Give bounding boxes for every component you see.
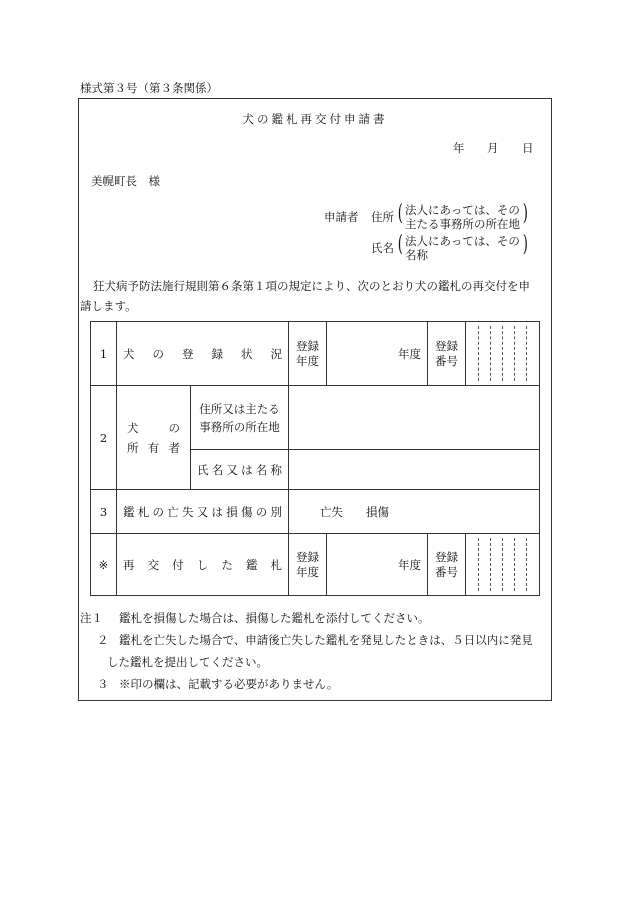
reg-year-line2: 年度 (296, 353, 319, 368)
row2-number: 2 (91, 386, 117, 490)
reg-no-label (428, 322, 466, 386)
name-note-line2: 名称 (405, 248, 428, 262)
char: は (241, 462, 253, 477)
digit-divider (526, 538, 527, 591)
name-label: 氏名 (371, 241, 394, 255)
char: 札 (270, 557, 282, 572)
char: 別 (270, 504, 282, 519)
char: 名 (255, 462, 268, 477)
char: 況 (270, 346, 282, 361)
row3-label (117, 490, 289, 534)
note-3-number: ３ (97, 677, 109, 691)
nendo-suffix: 年度 (398, 557, 421, 572)
registration-table (90, 321, 540, 596)
close-paren-name: ) (522, 232, 528, 257)
reg-year-label (289, 322, 327, 386)
char: の (255, 504, 268, 519)
char: の (152, 504, 164, 519)
digit-divider (478, 538, 479, 591)
address-note-line1: 法人にあっては、その (405, 203, 520, 217)
page-title: 犬の鑑札再交付申請書 (242, 112, 388, 126)
digit-divider (514, 538, 515, 591)
char: 氏 (197, 462, 209, 477)
reissue-no-line1: 登録 (435, 549, 458, 564)
row3-number: 3 (91, 490, 117, 534)
note-2-text-cont: した鑑札を提出してください。 (107, 655, 268, 669)
char: 又 (196, 504, 209, 519)
date-year: 年 (453, 141, 465, 155)
digit-divider (478, 326, 479, 381)
note-1-text: 鑑札を損傷した場合は、損傷した鑑札を添付してください。 (119, 611, 430, 625)
open-paren-address: ( (397, 201, 403, 226)
row4-label (117, 534, 289, 596)
digit-divider (526, 326, 527, 381)
reissue-year-input[interactable] (327, 534, 428, 596)
reissue-no-label (428, 534, 466, 596)
char: 称 (270, 462, 282, 477)
digit-divider (502, 538, 503, 591)
name-note-line1: 法人にあっては、その (405, 234, 520, 248)
digit-divider (490, 538, 491, 591)
reg-no-input[interactable] (466, 322, 540, 386)
name-note (405, 234, 520, 262)
char: 犬 (123, 346, 135, 361)
date-month: 月 (487, 141, 499, 155)
char: 有 (147, 440, 160, 455)
reissue-year-label (289, 534, 327, 596)
char: の (152, 346, 164, 361)
char: 付 (172, 557, 184, 572)
owner-name-input[interactable] (289, 450, 540, 490)
char: 犬 (127, 420, 139, 435)
char: 交 (147, 557, 160, 572)
note-3-text: ※印の欄は、記載する必要がありません。 (119, 677, 339, 691)
digit-divider (502, 326, 503, 381)
owner-address-line1: 住所又は主たる (199, 401, 280, 416)
reg-year-line1: 登録 (296, 338, 319, 353)
close-paren-address: ) (522, 201, 528, 226)
char: 録 (211, 346, 223, 361)
char: 名 (211, 462, 224, 477)
owner-address-input[interactable] (289, 386, 540, 450)
loss-damage-choice[interactable] (289, 490, 540, 534)
loss-option[interactable]: 亡失 (320, 505, 343, 519)
address-label: 住所 (371, 210, 394, 224)
date-day: 日 (522, 141, 534, 155)
char: し (196, 557, 209, 572)
char: 失 (182, 504, 194, 519)
table-row-loss-damage (91, 490, 540, 534)
char: 札 (137, 504, 150, 519)
table-row-owner-address (91, 386, 540, 450)
char: は (211, 504, 223, 519)
nendo-suffix: 年度 (398, 346, 421, 361)
body-text-line2: 請します。 (80, 299, 137, 313)
note-1-number: 注１ (80, 611, 103, 625)
reissue-no-input[interactable] (466, 534, 540, 596)
digit-divider (514, 326, 515, 381)
note-2-text: 鑑札を亡失した場合で、申請後亡失した鑑札を発見したときは、５日以内に発見 (119, 633, 533, 647)
char: の (168, 420, 180, 435)
char: 亡 (167, 504, 179, 519)
row1-label (117, 322, 289, 386)
owner-name-label (191, 450, 289, 490)
row4-mark: ※ (91, 534, 117, 596)
reg-year-input[interactable] (327, 322, 428, 386)
row1-number: 1 (91, 322, 117, 386)
applicant-label: 申請者 (324, 210, 359, 224)
addressee: 美幌町長 様 (91, 174, 160, 188)
reg-no-line2: 番号 (435, 353, 458, 368)
char: 者 (168, 440, 180, 455)
table-row-registration (91, 322, 540, 386)
char: 又 (226, 462, 238, 477)
char: 登 (182, 346, 194, 361)
damage-option[interactable]: 損傷 (366, 505, 389, 519)
char: 状 (241, 346, 253, 361)
digit-divider (490, 326, 491, 381)
table-row-reissued (91, 534, 540, 596)
reissue-year-line2: 年度 (296, 564, 319, 579)
char: た (221, 557, 233, 572)
form-label: 様式第３号（第３条関係） (80, 81, 218, 95)
note-2-number: ２ (97, 633, 109, 647)
char: 鑑 (245, 557, 258, 572)
reg-no-line1: 登録 (435, 338, 458, 353)
open-paren-name: ( (397, 232, 403, 257)
owner-address-line2: 事務所の所在地 (199, 419, 280, 434)
owner-label (117, 386, 191, 490)
address-note-line2: 主たる事務所の所在地 (405, 217, 520, 231)
owner-address-label (191, 386, 289, 450)
address-note (405, 203, 520, 231)
char: 損 (226, 504, 238, 519)
reissue-no-line2: 番号 (435, 564, 458, 579)
char: 鑑 (123, 504, 135, 519)
char: 再 (123, 557, 135, 572)
char: 傷 (241, 504, 253, 519)
char: 所 (127, 440, 139, 455)
body-text-line1: 狂犬病予防法施行規則第６条第１項の規定により、次のとおり犬の鑑札の再交付を申 (93, 279, 530, 293)
reissue-year-line1: 登録 (296, 549, 319, 564)
